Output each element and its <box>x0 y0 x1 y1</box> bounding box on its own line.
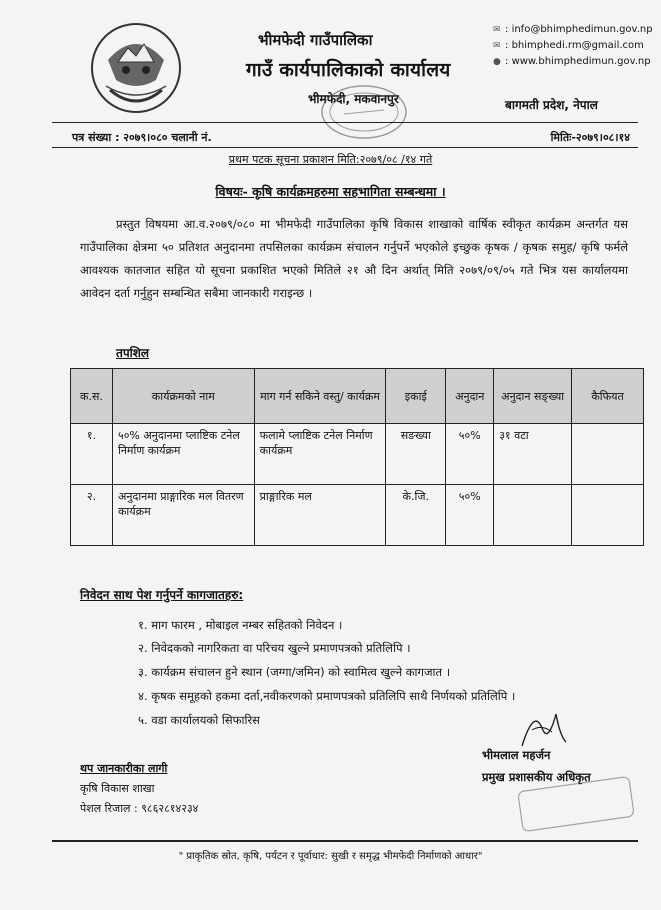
office-name: गाउँ कार्यपालिकाको कार्यालय <box>246 59 451 81</box>
cell-subsidy-count: ३१ वटा <box>494 424 572 485</box>
col-header-remarks: कैफियत <box>572 369 644 424</box>
col-header-subsidy: अनुदान <box>446 369 494 424</box>
more-info-section: कृषि विकास शाखा <box>80 782 155 795</box>
cell-remarks <box>572 485 644 546</box>
cell-subsidy-count <box>494 485 572 546</box>
cell-program-name: अनुदानमा प्राङ्गारिक मल वितरण कार्यक्रम <box>112 485 254 546</box>
col-header-item: माग गर्न सकिने वस्तु/ कार्यक्रम <box>254 369 386 424</box>
letter-date: मितिः-२०७९।०८।१४ <box>550 131 630 144</box>
footer-divider <box>52 840 638 842</box>
schedule-table <box>70 368 644 546</box>
col-header-unit: इकाई <box>386 369 446 424</box>
municipality-name: भीमफेदी गाउँपालिका <box>258 31 373 49</box>
signatory-stamp <box>516 774 636 834</box>
notice-body: प्रस्तुत विषयमा आ.व.२०७९/०८० मा भीमफेदी गाउँपालिका कृषि विकास शाखाको वार्षिक स्वीकृत कार्यक्रम अन्तर्गत यस गाउँपालिका क्षेत्रमा ५० प्रतिशत अनुदानमा तपसिलका कार्यक्रम संचालन गर्नुपर्ने भएकोले इच्छुक कृषक / कृषक समुह/ कृषि फर्मले आवश्यक कातजात सहित यो सूचना प्रकाशित भएको मितिले २१ औ दिन अर्थात् मिति २०७९/०९/०५ गते भित्र यस कार्यालयमा आवेदन दर्ता गर्नुहुन सम्बन्धित सबैमा जानकारी गराइन्छ । <box>80 217 628 300</box>
cell-subsidy: ५०% <box>446 485 494 546</box>
reference-row <box>72 130 630 145</box>
envelope-icon: ✉ <box>493 25 501 35</box>
cell-sn: २. <box>71 485 113 546</box>
envelope-icon: ✉ <box>493 41 501 51</box>
cell-item: फलामे प्लाष्टिक टनेल निर्माण कार्यक्रम <box>254 424 386 485</box>
list-item: ५. वडा कार्यालयको सिफारिस <box>138 713 260 727</box>
cell-program-name: ५०% अनुदानमा प्लाष्टिक टनेल निर्माण कार्यक्रम <box>112 424 254 485</box>
footer-slogan: " प्राकृतिक स्रोत, कृषि, पर्यटन र पूर्वाधार: सुखी र समृद्ध भीमफेदी निर्माणको आधार" <box>178 851 483 862</box>
cell-subsidy: ५०% <box>446 424 494 485</box>
list-item: ३. कार्यक्रम संचालन हुने स्थान (जग्गा/जमिन) को स्वामित्व खुल्ने कागजात । <box>138 665 451 679</box>
province-name: बागमती प्रदेश, नेपाल <box>505 98 598 112</box>
col-header-program-name: कार्यक्रमको नाम <box>112 369 254 424</box>
office-address: भीमफेदी, मकवानपुर <box>308 92 399 106</box>
schedule-title: तपशिल <box>116 346 150 360</box>
header-divider <box>52 122 638 123</box>
contact-website[interactable]: ● : www.bhimphedimun.gov.np <box>493 56 651 67</box>
col-header-subsidy-count: अनुदान सङ्ख्या <box>494 369 572 424</box>
cell-unit: सङख्या <box>386 424 446 485</box>
more-info-title: थप जानकारीका लागी <box>80 762 168 775</box>
table-header-row <box>71 369 644 424</box>
table-row <box>71 424 644 485</box>
contact-email-1[interactable]: ✉ : info@bhimphedimun.gov.np <box>493 24 653 35</box>
list-item: १. माग फारम , मोबाइल नम्बर सहितको निवेदन । <box>138 618 343 632</box>
subject-line: विषयः- कृषि कार्यक्रमहरुमा सहभागिता सम्बन्धमा । <box>215 184 446 199</box>
signatory-name: भीमलाल महर्जन <box>482 748 551 762</box>
cell-item: प्राङ्गारिक मल <box>254 485 386 546</box>
documents-title: निवेदन साथ पेश गर्नुपर्ने कागजातहरु: <box>80 588 244 602</box>
cell-unit: के.जि. <box>386 485 446 546</box>
signatory-title: प्रमुख प्रशासकीय अधिकृत <box>482 770 591 784</box>
reference-divider <box>52 147 638 148</box>
cell-sn: १. <box>71 424 113 485</box>
notice-publish-date: प्रथम पटक सूचना प्रकाशन मिति:२०७९/०८ /१४ गते <box>228 153 433 166</box>
col-header-sn: क.स. <box>71 369 113 424</box>
contact-email-2[interactable]: ✉ : bhimphedi.rm@gmail.com <box>493 40 644 51</box>
globe-icon: ● <box>493 57 501 67</box>
more-info-phone: पेशल रिजाल : ९८६२८१४२३४ <box>80 802 199 815</box>
letter-number: पत्र संख्या : २०७९।०८० चलानी नं. <box>72 131 212 144</box>
list-item: ४. कृषक समूहको हकमा दर्ता,नवीकरणको प्रमाणपत्रको प्रतिलिपि साथै निर्णयको प्रतिलिपि । <box>138 689 516 703</box>
cell-remarks <box>572 424 644 485</box>
table-row <box>71 485 644 546</box>
list-item: २. निवेदकको नागरिकता वा परिचय खुल्ने प्रमाणपत्रको प्रतिलिपि । <box>138 641 411 655</box>
nepal-emblem-logo <box>88 20 184 116</box>
